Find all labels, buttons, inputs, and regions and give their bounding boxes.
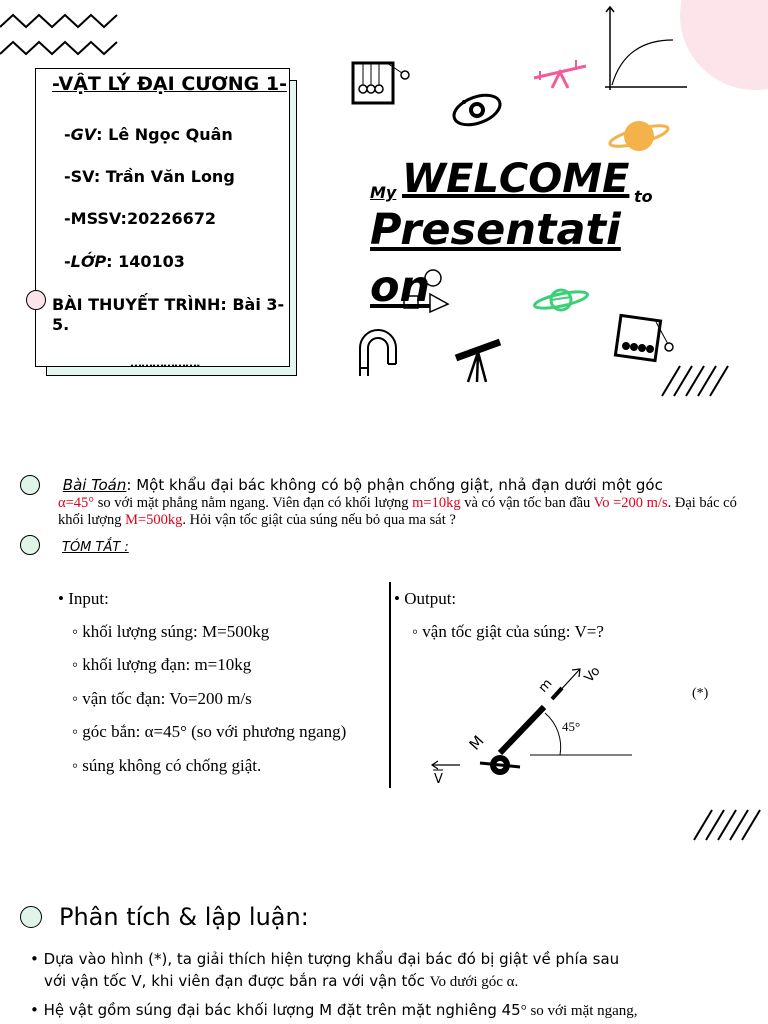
zigzag-decoration <box>0 10 120 60</box>
class-line: -LỚP: 140103 <box>64 252 185 271</box>
problem-text-2: so với mặt phẳng nằm ngang. Viên đạn có khối lượng <box>94 495 413 511</box>
hatch-lines-decoration-2 <box>692 808 762 842</box>
student-line: -SV: Trần Văn Long <box>64 167 235 186</box>
cannon-diagram <box>420 655 640 790</box>
magnet-icon <box>352 324 404 379</box>
input-item: ◦ khối lượng súng: M=500kg <box>72 622 270 641</box>
problem-angle: α=45° <box>58 495 95 511</box>
newtons-cradle-icon <box>350 58 415 110</box>
analysis-p1-v0: Vo dưới góc α. <box>429 974 519 990</box>
input-item: ◦ súng không có chống giật. <box>72 756 262 775</box>
input-item: ◦ khối lượng đạn: m=10kg <box>72 655 252 674</box>
column-divider <box>389 582 391 788</box>
telescope-icon <box>450 334 506 384</box>
analysis-p1-line2: với vận tốc V, khi viên đạn được bắn ra với vận tốc <box>44 972 430 990</box>
problem-text-5: . Hỏi vận tốc giật của súng nếu bỏ qua ma sát ? <box>182 512 456 528</box>
input-item: ◦ vận tốc đạn: Vo=200 m/s <box>72 689 252 708</box>
analysis-p1-line1: Dựa vào hình (*), ta giải thích hiện tượng khẩu đại bác đó bị giật về phía sau <box>43 950 620 968</box>
pink-circle-decoration <box>680 0 768 90</box>
analysis-circle-bullet <box>20 906 42 928</box>
analysis-paragraph-1: • Dựa vào hình (*), ta giải thích hiện tượng khẩu đại bác đó bị giật về phía sau với vận tốc V, khi viên đạn được bắn ra với vận tốc Vo dưới góc α. <box>30 950 620 990</box>
presentation-title-line1: BÀI THUYẾT TRÌNH: Bài 3- <box>52 295 285 314</box>
galaxy-icon <box>450 88 505 133</box>
v-label: V <box>434 772 443 787</box>
big-m-label: M <box>465 732 488 754</box>
presentation-word-line1: Presentati <box>370 205 621 255</box>
presentation-word-line2: on <box>370 262 431 312</box>
problem-text-1: : Một khẩu đại bác không có bộ phận chống giật, nhả đạn dưới một góc <box>126 476 663 494</box>
small-m-label: m <box>535 676 556 696</box>
course-title: -VẬT LÝ ĐẠI CƯƠNG 1- <box>52 73 287 95</box>
lecturer-line: -GV: Lê Ngọc Quân <box>64 125 233 144</box>
lecturer-label: GV <box>70 125 97 144</box>
problem-gun-mass: M=500kg <box>125 512 183 528</box>
problem-statement <box>58 477 748 529</box>
problem-v0: Vo =200 m/s <box>593 495 668 511</box>
analysis-p2-text: Hệ vật gồm súng đại bác khối lượng M đặt trên mặt nghiêng 45 <box>43 1001 521 1019</box>
output-item: ◦ vận tốc giật của súng: V=? <box>412 622 604 641</box>
student-id-line: -MSSV:20226672 <box>64 209 217 228</box>
v0-label: Vo <box>581 663 604 686</box>
input-label: • Input: <box>58 589 109 608</box>
problem-label: Bài Toán <box>62 476 127 494</box>
saturn-orange-icon <box>608 114 670 159</box>
problem-text-4: . Đại bác có khối lượng <box>58 495 737 528</box>
figure-reference: (*) <box>692 686 709 701</box>
analysis-paragraph-2: • Hệ vật gồm súng đại bác khối lượng M đặt trên mặt nghiêng 45° so với mặt ngang, <box>30 1001 638 1019</box>
problem-circle-bullet <box>20 475 40 495</box>
card-dots: ………………. <box>130 356 200 370</box>
summary-title: TÓM TẮT : <box>62 540 129 555</box>
output-label: • Output: <box>394 589 457 608</box>
info-card <box>35 68 290 367</box>
graph-icon <box>595 5 690 95</box>
summary-circle-bullet <box>20 535 40 555</box>
card-circle-bullet <box>26 290 46 310</box>
input-item: ◦ góc bắn: α=45° (so với phương ngang) <box>72 722 347 741</box>
welcome-title: WELCOME <box>402 156 630 202</box>
welcome-to: to <box>634 187 653 206</box>
seesaw-icon <box>530 58 590 90</box>
analysis-p2-angle: ° so với mặt ngang, <box>520 1003 638 1019</box>
lecturer-name: : Lê Ngọc Quân <box>96 125 233 144</box>
class-label: LỚP <box>70 252 107 271</box>
analysis-title: Phân tích & lập luận: <box>59 903 309 931</box>
presentation-title-line2: 5. <box>52 315 70 334</box>
saturn-green-icon <box>532 283 590 317</box>
angle-label: 45° <box>562 719 581 734</box>
problem-text-3: và có vận tốc ban đầu <box>460 495 594 511</box>
hatch-lines-decoration <box>660 364 730 398</box>
class-value: : 140103 <box>106 252 185 271</box>
problem-bullet-mass: m=10kg <box>412 495 461 511</box>
welcome-my: My <box>370 183 397 202</box>
newtons-cradle-right-icon <box>612 312 677 364</box>
